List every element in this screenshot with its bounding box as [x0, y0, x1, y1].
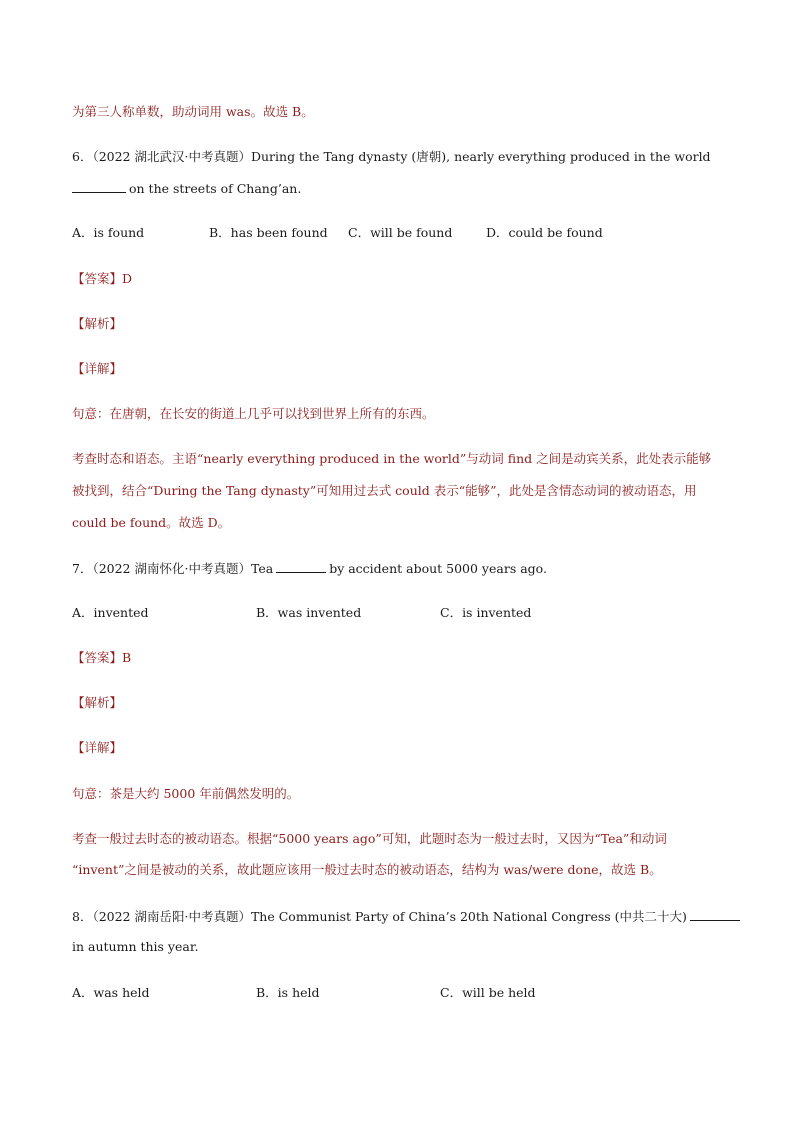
question-6-stem-line2 [72, 180, 301, 197]
explanation-line: 考查时态和语态。主语“nearly everything produced in the world”与动词 find 之间是动宾关系，此处表示能够 [72, 451, 712, 466]
question-7-stem [72, 560, 547, 577]
question-text: Tea [250, 561, 274, 576]
question-source: （2022 湖南岳阳·中考真题） [92, 909, 251, 924]
answer-tag: 【答案】 [72, 650, 123, 665]
answer-value: D [122, 271, 133, 286]
answer-blank [276, 560, 326, 573]
question-text: on the streets of Chang’an. [129, 181, 302, 196]
answer-blank [72, 180, 126, 193]
explanation-text: 。故选 B。 [250, 104, 314, 119]
option-a: A．is found [72, 225, 145, 240]
option-d: D．could be found [486, 225, 603, 240]
question-source: （2022 湖南怀化·中考真题） [92, 561, 251, 576]
question-text: The Communist Party of China’s 20th National Congress (中共二十大) [250, 909, 687, 924]
explanation-line: “invent”之间是被动的关系，故此题应该用一般过去时态的被动语态，结构为 was/were done，故选 B。 [72, 862, 662, 877]
question-text: in autumn this year. [72, 939, 199, 954]
explanation-text: 为第三人称单数，助动词用 [72, 104, 226, 119]
question-number: 6． [72, 149, 93, 164]
detail-tag: 【详解】 [72, 361, 123, 376]
option-a: A．invented [72, 605, 149, 620]
option-b: B．is held [256, 985, 320, 1000]
answer-row [72, 650, 131, 666]
explanation-line: could be found。故选 D。 [72, 515, 231, 530]
explanation-text: was [225, 104, 251, 119]
question-number: 7． [72, 561, 93, 576]
option-c: C．will be held [440, 985, 536, 1000]
question-source: （2022 湖北武汉·中考真题） [92, 149, 251, 164]
question-8-stem [72, 908, 743, 925]
explanation-line: 考查一般过去时态的被动语态。根据“5000 years ago”可知，此题时态为一般过去时，又因为“Tea”和动词 [72, 831, 667, 846]
sentence-meaning: 句意：在唐朝，在长安的街道上几乎可以找到世界上所有的东西。 [72, 406, 435, 421]
detail-tag: 【详解】 [72, 740, 123, 755]
option-b: B．has been found [209, 225, 328, 240]
analysis-tag: 【解析】 [72, 695, 123, 710]
question-text: During the Tang dynasty (唐朝), nearly everything produced in the world [250, 149, 711, 164]
answer-value: B [122, 650, 132, 665]
answer-blank [690, 908, 740, 921]
question-text: by accident about 5000 years ago. [329, 561, 547, 576]
explanation-line: 被找到，结合“During the Tang dynasty”可知用过去式 could 表示“能够”，此处是含情态动词的被动语态，用 [72, 483, 697, 498]
analysis-tag: 【解析】 [72, 316, 123, 331]
option-a: A．was held [72, 985, 150, 1000]
answer-tag: 【答案】 [72, 271, 123, 286]
option-c: C．will be found [348, 225, 453, 240]
question-6-stem [72, 149, 711, 165]
previous-explanation-tail [72, 104, 314, 120]
question-number: 8． [72, 909, 93, 924]
sentence-meaning: 句意：茶是大约 5000 年前偶然发明的。 [72, 786, 300, 801]
option-b: B．was invented [256, 605, 362, 620]
answer-row [72, 271, 132, 287]
option-c: C．is invented [440, 605, 532, 620]
